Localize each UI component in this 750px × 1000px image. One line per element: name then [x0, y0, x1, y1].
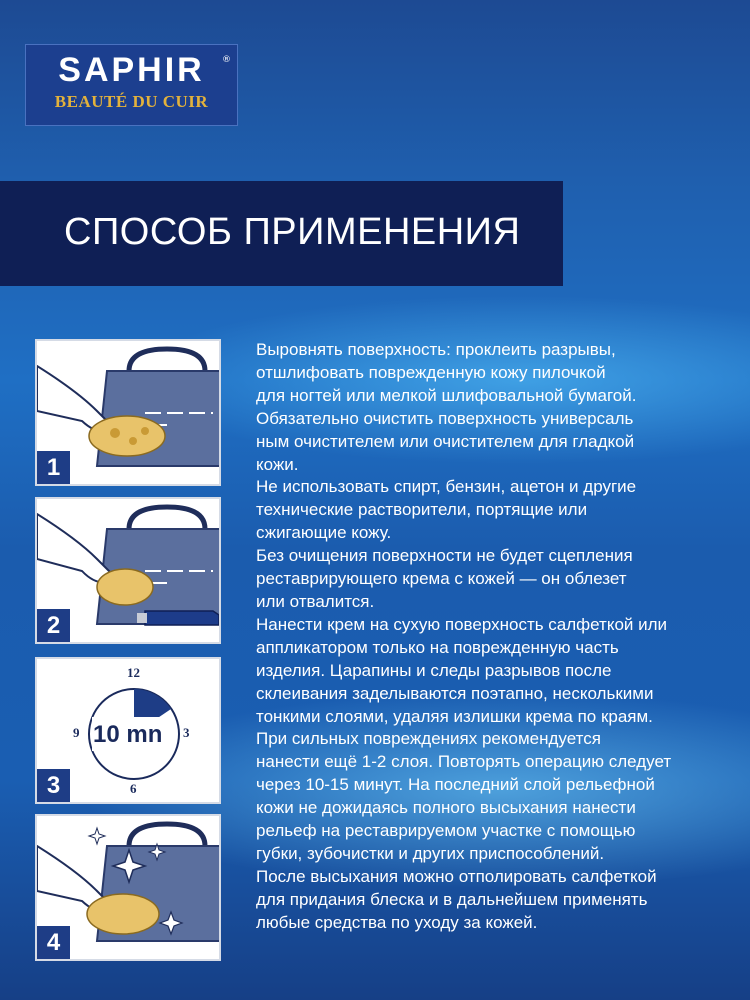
instruction-line: любые средства по уходу за кожей. — [256, 912, 538, 932]
clock-6: 6 — [130, 781, 137, 796]
instruction-line: склеивания заделываются поэтапно, несколькими — [256, 683, 654, 703]
instruction-line: губки, зубочистки и других приспособлений. — [256, 843, 605, 863]
instruction-line: изделия. Царапины и следы разрывов после — [256, 660, 612, 680]
instruction-line: Обязательно очистить поверхность универсаль — [256, 408, 634, 428]
instruction-line: сжигающие кожу. — [256, 523, 392, 543]
logo-tagline: BEAUTÉ DU CUIR — [54, 92, 209, 111]
instruction-line: аппликатором только на поврежденную часть — [256, 637, 619, 657]
instruction-line: технические растворители, портящие или — [256, 500, 588, 520]
instruction-line: Выровнять поверхность: проклеить разрывы, — [256, 340, 616, 359]
instruction-line: После высыхания можно отполировать салфеткой — [256, 866, 657, 886]
clock-9: 9 — [73, 725, 80, 740]
instruction-line: ным очистителем или очистителем для гладкой — [256, 431, 635, 451]
step-2-panel — [35, 497, 221, 644]
instruction-line: кожи не дожидаясь полного высыхания нанести — [256, 798, 636, 818]
instruction-line: или отвалится. — [256, 591, 375, 611]
logo-brand: SAPHIR — [58, 51, 205, 89]
step-3-panel — [35, 657, 221, 804]
step-2-badge: 2 — [37, 609, 70, 642]
clock-12: 12 — [127, 665, 140, 680]
step-1-panel — [35, 339, 221, 486]
instruction-line: для ногтей или мелкой шлифовальной бумагой. — [256, 385, 637, 405]
instruction-line: отшлифовать поврежденную кожу пилочкой — [256, 362, 606, 382]
instruction-line: для придания блеска и в дальнейшем применять — [256, 889, 648, 909]
page-title: СПОСОБ ПРИМЕНЕНИЯ — [64, 211, 521, 253]
timer-label: 10 mn — [93, 721, 163, 748]
instruction-line: кожи. — [256, 454, 299, 474]
instruction-line: тонкими слоями, удаляя излишки крема по краям. — [256, 706, 653, 726]
instruction-line: При сильных повреждениях рекомендуется — [256, 729, 601, 749]
step-3-badge: 3 — [37, 769, 70, 802]
title-bar — [0, 181, 563, 286]
instruction-line: рельеф на реставрируемом участке с помощью — [256, 821, 636, 841]
instruction-line: через 10-15 минут. На последний слой рельефной — [256, 775, 655, 795]
instruction-line: нанести ещё 1-2 слоя. Повторять операцию следует — [256, 752, 672, 772]
step-1-badge: 1 — [37, 451, 70, 484]
step-4-badge: 4 — [37, 926, 70, 959]
step-4-panel — [35, 814, 221, 961]
instructions-text — [256, 339, 740, 935]
clock-3: 3 — [183, 725, 190, 740]
instruction-line: реставрирующего крема с кожей — он облезет — [256, 569, 627, 589]
logo-registered-mark: ® — [222, 55, 231, 65]
instruction-line: Без очищения поверхности не будет сцепления — [256, 546, 633, 566]
brand-logo — [25, 44, 238, 126]
instruction-line: Не использовать спирт, бензин, ацетон и другие — [256, 477, 637, 497]
instruction-line: Нанести крем на сухую поверхность салфеткой или — [256, 614, 668, 634]
